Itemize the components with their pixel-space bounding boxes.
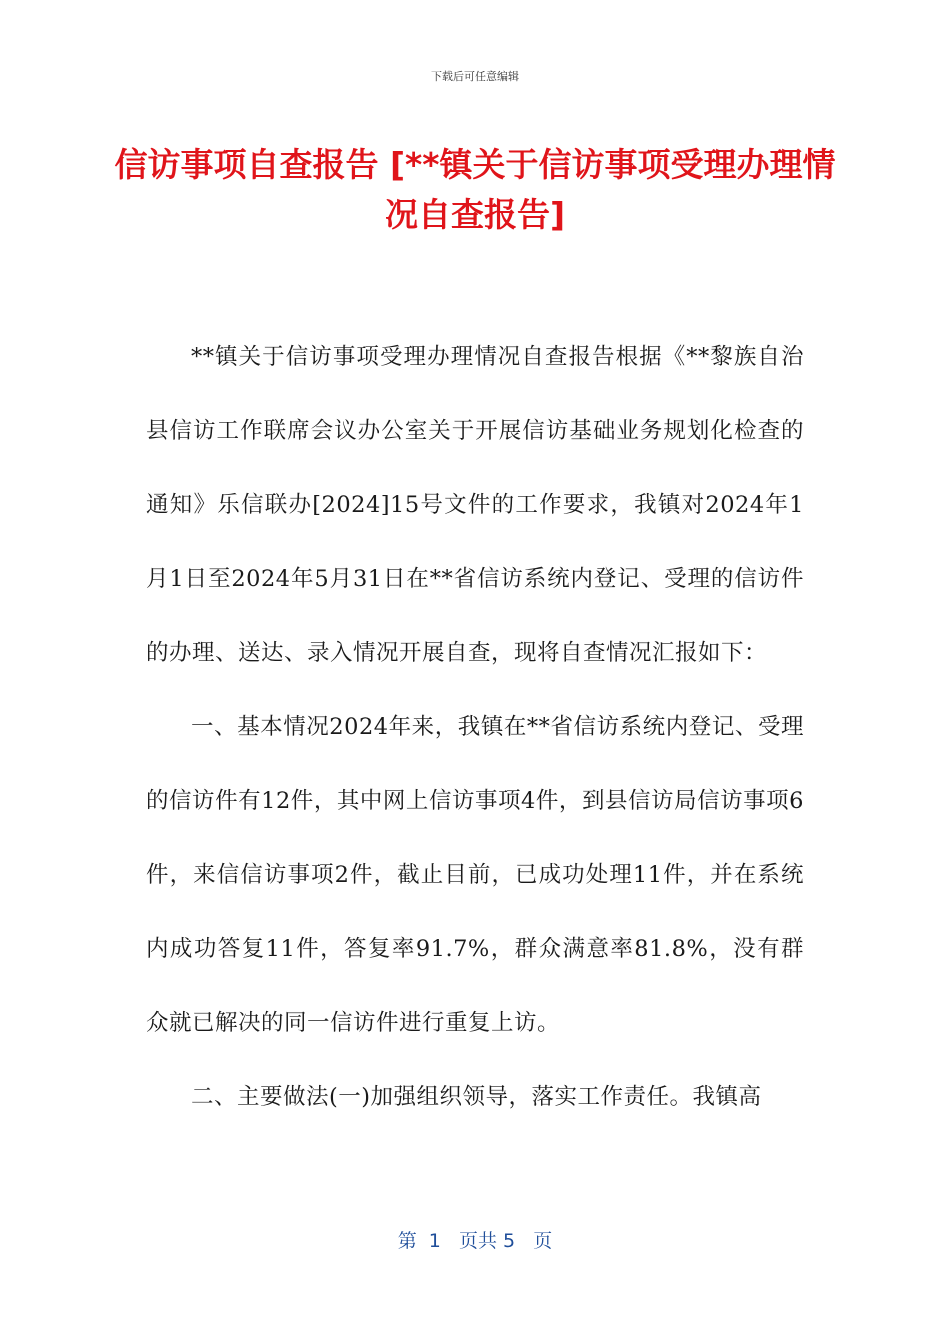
page-number-footer: 第 1 页共 5 页: [397, 1230, 553, 1252]
header-note: 下载后可任意编辑: [431, 70, 519, 83]
paragraph-main-practices: 二、主要做法(一)加强组织领导，落实工作责任。我镇高: [191, 1084, 762, 1110]
paragraph-basic-situation: 一、基本情况2024年来，我镇在**省信访系统内登记、受理的信访件有12件，其中网上信访事项4件，到县信访局信访事项6件，来信信访事项2件，截止目前，已成功处理11件，并在系统内成功答复11件，答复率91.7%，群众满意率81.8%，没有群众就已解决的同一信访件进行重复上访。: [146, 714, 804, 1036]
document-title: 信访事项自查报告 [**镇关于信访事项受理办理情况自查报告]: [114, 145, 836, 234]
paragraph-intro: **镇关于信访事项受理办理情况自查报告根据《**黎族自治县信访工作联席会议办公室关于开展信访基础业务规划化检查的通知》乐信联办[2024]15号文件的工作要求，我镇对2024年1月1日至2024年5月31日在**省信访系统内登记、受理的信访件的办理、送达、录入情况开展自查，现将自查情况汇报如下：: [146, 344, 804, 666]
document-body: [146, 320, 804, 1134]
